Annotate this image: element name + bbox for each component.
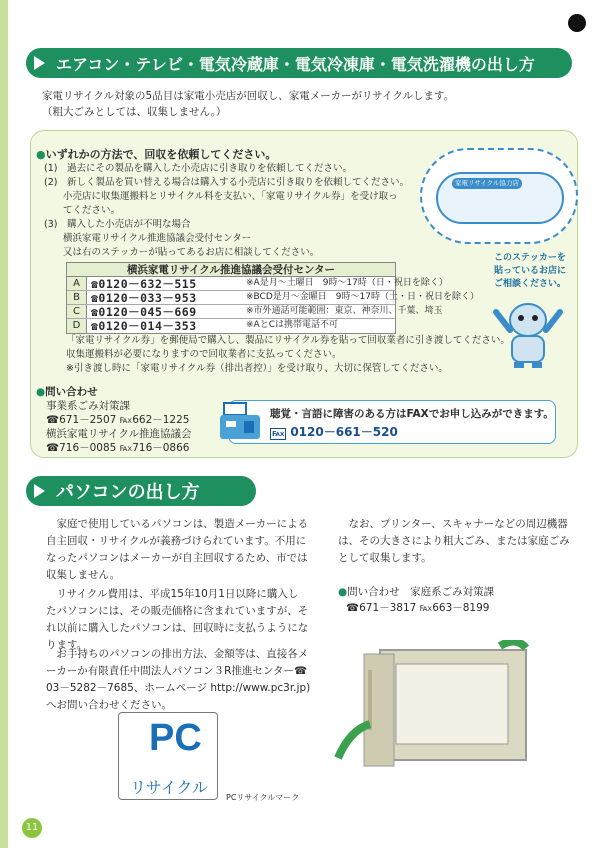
pc-letters: PC <box>149 717 202 759</box>
section-header-appliances <box>26 48 572 78</box>
table-row: D ☎0120－014－353 <box>67 319 395 333</box>
pc-para-2: リサイクル費用は、平成15年10月1日以降に購入し たパソコンには、その販売価格に含まれていますが、そ れ以前に購入したパソコンは、回収時に支払うようにな ります。 <box>46 588 309 651</box>
bullet-icon: ● <box>36 148 46 161</box>
request-line: (2) 新しく製品を買い替える場合は購入する小売店に引き取りを依頼してください。 <box>44 177 409 188</box>
page-edge <box>0 0 8 848</box>
fax-machine-icon <box>218 401 262 443</box>
ticket-line: 収集運搬料が必要になりますので回収業者に支払ってください。 <box>66 349 342 360</box>
request-line: 又は右のステッカーが貼ってあるお店に相談してください。 <box>44 247 320 258</box>
sticker-badge <box>420 148 578 244</box>
request-line: 横浜家電リサイクル推進協議会受付センター <box>44 233 252 244</box>
pc-sub: リサイクル <box>130 778 208 797</box>
fax-text: 聴覚・言語に障害のある方はFAXでお申し込みができます。 <box>270 408 554 420</box>
bullet-icon: ● <box>338 586 348 598</box>
request-line: (1) 過去にその製品を購入した小売店に引き取りを依頼してください。 <box>44 163 352 174</box>
ticket-line: ※引き渡し時に「家電リサイクル券（排出者控）」を受け取り、大切に保管してください。 <box>66 363 448 374</box>
pc-illustration <box>330 640 530 780</box>
sticker-title: 家電リサイクル協力店 <box>452 178 522 189</box>
contact-heading: 問い合わせ <box>45 386 98 398</box>
contact-line: 事業系ごみ対策課 <box>46 400 130 412</box>
fax-mini-icon: ℻ <box>272 429 285 439</box>
intro-line-1: 家電リサイクル対象の5品目は家電小売店が回収し、家電メーカーがリサイクルします。 <box>42 90 455 102</box>
request-line: 小売店に収集運搬料とリサイクル料を支払い、「家電リサイクル券」を受け取っ <box>44 191 398 202</box>
bullet-icon: ● <box>36 386 46 398</box>
section-title: エアコン・テレビ・電気冷蔵庫・電気冷凍庫・電気洗濯機の出し方 <box>56 54 535 74</box>
request-line: (3) 購入した小売店が不明な場合 <box>44 219 191 230</box>
intro-line-2: （粗大ごみとしては、収集しません。） <box>42 106 227 118</box>
mascot-icon <box>488 294 568 370</box>
request-heading: いずれかの方法で、回収を依頼してください。 <box>45 148 277 161</box>
pc-para-1: 家庭で使用しているパソコンは、製造メーカーによる 自主回収・リサイクルが義務づけられています。不用に なったパソコンはメーカーが自主回収するため、市では 収集しません。 <box>46 518 309 581</box>
table-row: C ☎0120－045－669 <box>67 305 395 319</box>
page-number: 11 <box>22 818 42 838</box>
table-row: A ☎0120－632－515 <box>67 277 395 291</box>
pc-para-3: お手持ちのパソコンの排出方法、金額等は、直接各メ ーカーか有限責任中間法人パソコン３R推進センター☎ 03－5282－7685、ホームページ http://www.pc3r.jp) へお問い合わせください。 <box>46 648 311 711</box>
table-row: B ☎0120－033－953 <box>67 291 395 305</box>
contact-line: 横浜家電リサイクル推進協議会 <box>46 428 192 440</box>
corner-dot <box>568 14 586 32</box>
pc-contact-line: ☎671－3817 ℻663－8199 <box>346 602 490 614</box>
fax-number: ℻ 0120－661－520 <box>272 425 398 439</box>
sticker-text: このステッカーを 貼っているお店に ご相談ください。 <box>494 253 567 289</box>
section-title: パソコンの出し方 <box>56 482 200 503</box>
pc-recycle-logo <box>118 712 218 800</box>
ticket-line: 「家電リサイクル券」を郵便局で購入し、製品にリサイクル券を貼って回収業者に引き渡してください。 <box>66 335 510 346</box>
peripheral-para: なお、プリンター、スキャナーなどの周辺機器 は、その大きさにより粗大ごみ、または家庭ごみ として収集します。 <box>338 518 570 564</box>
arrow-icon <box>34 56 45 70</box>
contact-line: ☎671－2507 ℻662－1225 <box>46 414 190 426</box>
request-line: てください。 <box>44 205 121 216</box>
pc-contact-heading: 問い合わせ 家庭系ごみ対策課 <box>347 586 495 598</box>
table-title: 横浜家電リサイクル推進協議会受付センター <box>67 263 395 277</box>
arrow-icon <box>34 484 45 498</box>
logo-caption: PCリサイクルマーク <box>226 793 300 802</box>
table-notes: ※A是月～土曜日 9時～17時（日・祝日を除く） ※BCD是月～金曜日 9時～17時（土・日・祝日を除く） ※市外通話可能範囲：東京、神奈川、千葉、埼玉 ※AとCは携帯電話不可 <box>246 278 479 330</box>
section-header-pc <box>26 476 256 506</box>
contact-line: ☎716－0085 ℻716－0866 <box>46 442 190 454</box>
